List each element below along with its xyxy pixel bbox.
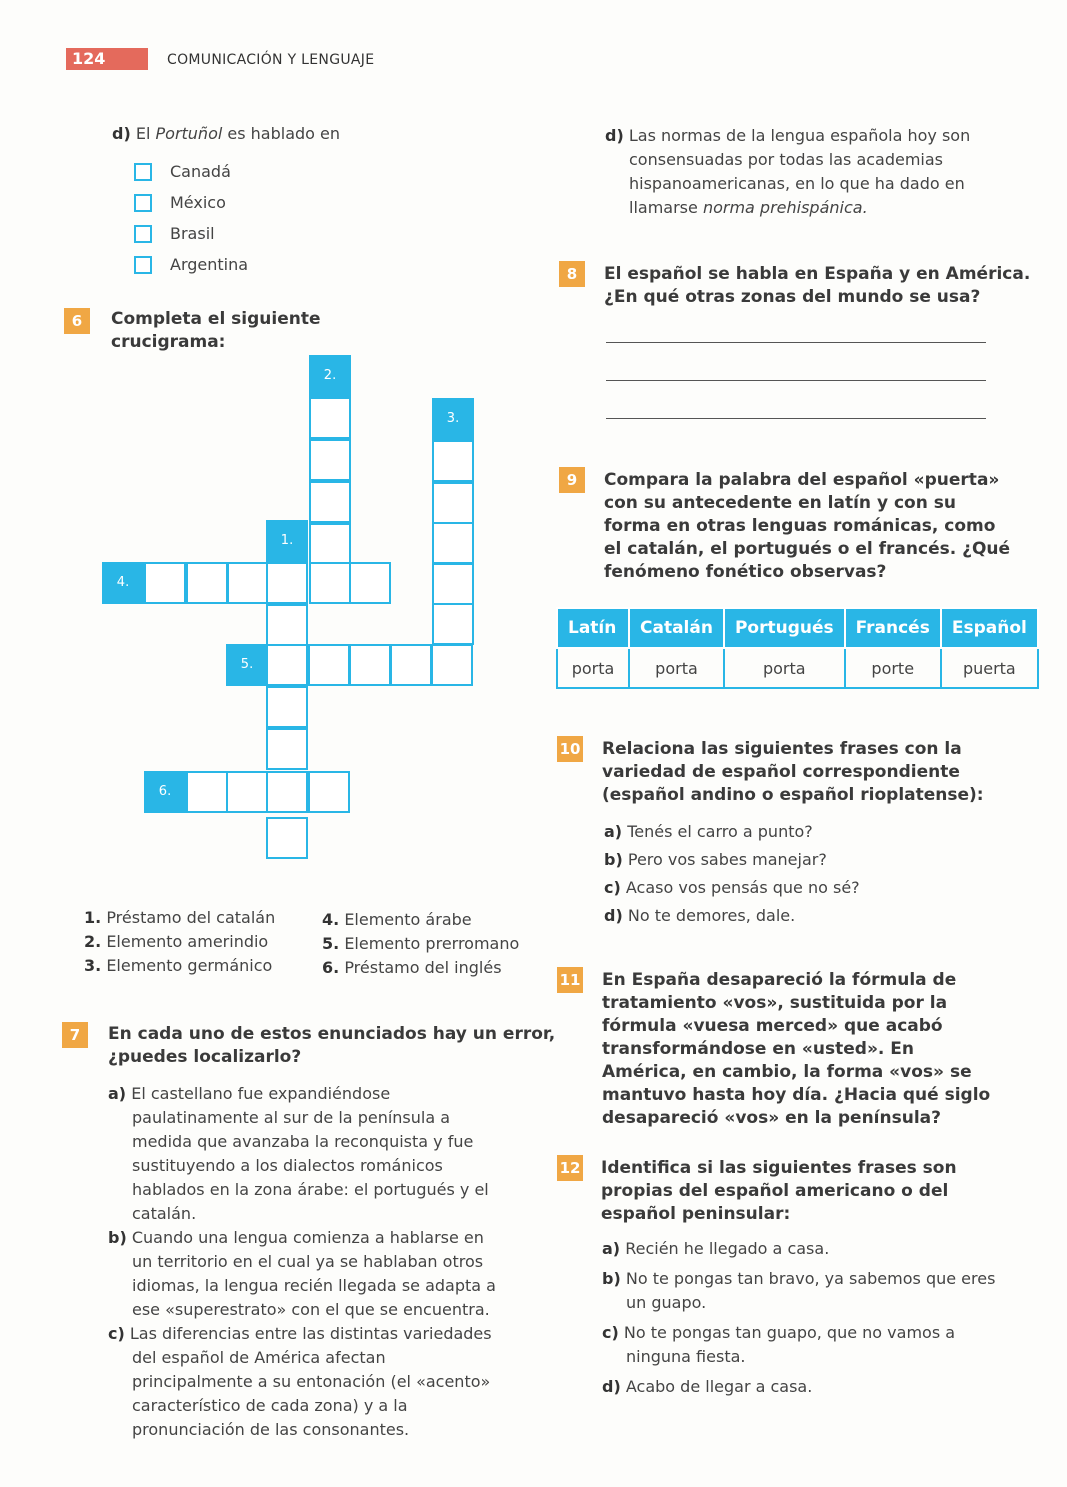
clue-number: 1. (84, 908, 102, 927)
table-header: Francés (845, 608, 941, 648)
q5d-statement (112, 122, 340, 146)
option-row[interactable] (134, 156, 248, 187)
question-number: 11 (557, 967, 583, 993)
q9-title: Compara la palabra del español «puerta» con su antecedente en latín y con su forma en otras lenguas románicas, como el catalán, el portugués o el francés. ¿Qué fenómeno fonético observas? (604, 470, 1011, 582)
title-line: ¿puedes localizarlo? (108, 1047, 302, 1067)
crossword-cell[interactable] (227, 562, 269, 604)
title-line: El español se habla en España y en América. (604, 264, 1031, 284)
crossword-cell[interactable] (309, 439, 351, 481)
item-label: c) (108, 1324, 125, 1343)
item-label: c) (604, 878, 621, 897)
table-header: Portugués (724, 608, 845, 648)
answer-line[interactable] (606, 380, 986, 381)
crossword-clue-number: 6. (144, 771, 186, 813)
item-label: b) (602, 1269, 621, 1288)
crossword-cell[interactable] (431, 644, 473, 686)
clue-text: Elemento germánico (106, 956, 273, 975)
crossword-cell[interactable] (226, 771, 268, 813)
checkbox[interactable] (134, 163, 152, 181)
q10-items (604, 818, 860, 930)
title-line: Completa el siguiente (111, 309, 321, 329)
q7-items (108, 1082, 506, 1442)
question-number: 12 (557, 1155, 583, 1181)
clue-text: Elemento amerindio (106, 932, 269, 951)
item-text: Pero vos sabes manejar? (627, 850, 827, 869)
clue-number: 3. (84, 956, 102, 975)
option-label: Argentina (170, 254, 249, 274)
table-header: Español (941, 608, 1038, 648)
q5d-prefix: El (135, 124, 156, 143)
q7d-statement (605, 124, 1029, 220)
section-title: COMUNICACIÓN Y LENGUAJE (167, 52, 375, 68)
clue-text: Préstamo del inglés (344, 958, 502, 977)
list-item (602, 1321, 998, 1369)
language-table (556, 607, 1039, 689)
crossword-cell[interactable] (308, 771, 350, 813)
list-item (602, 1375, 998, 1399)
crossword-cell[interactable] (390, 644, 432, 686)
title-line: ¿En qué otras zonas del mundo se usa? (604, 287, 981, 307)
item-text: Las normas de la lengua españolа hoy son consensuadas por todas las academias hispanoamericanas, en lo que ha dado en llamarse (628, 126, 971, 217)
item-text: No te demores, dale. (627, 906, 796, 925)
q5d-suffix: es hablado en (222, 124, 341, 143)
clue-number: 4. (322, 910, 340, 929)
crossword-cell[interactable] (266, 728, 308, 770)
clue-item (322, 908, 532, 932)
clue-number: 2. (84, 932, 102, 951)
clue-list (322, 908, 532, 980)
crossword-cell[interactable] (186, 562, 228, 604)
item-text: Acabo de llegar a casa. (625, 1377, 813, 1396)
crossword-cell[interactable] (309, 397, 351, 439)
crossword-cell[interactable] (266, 604, 308, 646)
table-cell: porta (629, 648, 724, 688)
table-row (557, 648, 1038, 688)
item-label: b) (108, 1228, 127, 1247)
question-number: 6 (64, 308, 90, 334)
clue-item (322, 956, 532, 980)
q12-title: Identifica si las siguientes frases son propias del español americano o del español peninsular: (601, 1158, 957, 1224)
list-item (604, 874, 860, 902)
item-label: b) (604, 850, 623, 869)
list-item (108, 1082, 506, 1226)
item-text: El castellano fue expandiéndose paulatinamente al sur de la península a medida que avanzaba la reconquista y fue sustituyendo a los dialectos románicos hablados en la zona árabe: el portugués y el catalán. (131, 1084, 489, 1223)
checkbox[interactable] (134, 256, 152, 274)
title-line: crucigrama: (111, 332, 226, 352)
item-label: d) (604, 906, 623, 925)
crossword-cell[interactable] (309, 523, 351, 565)
checkbox[interactable] (134, 225, 152, 243)
item-text: No te pongas tan guapo, que no vamos a ninguna fiesta. (623, 1323, 956, 1366)
item-label: a) (604, 822, 623, 841)
crossword-cell[interactable] (432, 603, 474, 645)
item-text: Las diferencias entre las distintas variedades del español de América afectan principalmente a su entonación (el «acento» característico de cada zona) y a la pronunciación de las consonantes. (129, 1324, 492, 1439)
item-label: d) (605, 126, 624, 145)
table-cell: porta (557, 648, 629, 688)
clue-text: Elemento árabe (344, 910, 472, 929)
crossword-cell[interactable] (309, 481, 351, 523)
question-number: 9 (559, 467, 585, 493)
item-text: Acaso vos pensás que no sé? (625, 878, 860, 897)
crossword-cell[interactable] (266, 686, 308, 728)
crossword-cell[interactable] (186, 771, 228, 813)
q5d-options (134, 156, 248, 280)
q11-title: En España desapareció la fórmula de tratamiento «vos», sustituida por la fórmula «vuesa merced» que acabó transformándose en «usted». En América, en cambio, la forma «vos» se mantuvo hasta hoy día. ¿Hacia qué siglo desapareció «vos» en la península? (602, 970, 991, 1128)
question-number: 10 (557, 736, 583, 762)
page-number: 124 (66, 48, 148, 70)
clue-number: 6. (322, 958, 340, 977)
crossword-cell[interactable] (309, 562, 351, 604)
table-header-row (557, 608, 1038, 648)
item-italic: norma prehispánica. (702, 198, 868, 217)
clue-item (84, 906, 304, 930)
clue-list (84, 906, 304, 978)
clue-item (322, 932, 532, 956)
item-text: Tenés el carro a punto? (627, 822, 813, 841)
q12-items (602, 1237, 998, 1399)
crossword-cell[interactable] (266, 562, 308, 604)
table-cell: porte (845, 648, 941, 688)
crossword-cell[interactable] (266, 771, 308, 813)
item-text: No te pongas tan bravo, ya sabemos que eres un guapo. (625, 1269, 996, 1312)
crossword-clue-number: 2. (309, 355, 351, 397)
crossword-cell[interactable] (144, 562, 186, 604)
crossword-cell[interactable] (349, 644, 391, 686)
crossword-cell[interactable] (308, 644, 350, 686)
crossword-clue-number: 3. (432, 398, 474, 440)
q10-title: Relaciona las siguientes frases con la variedad de español correspondiente (español andino o español rioplatense): (602, 739, 984, 805)
clue-text: Elemento prerromano (344, 934, 520, 953)
question-number: 7 (62, 1022, 88, 1048)
list-item (604, 846, 860, 874)
checkbox[interactable] (134, 194, 152, 212)
q8-title (604, 263, 1030, 309)
crossword-cell[interactable] (266, 644, 308, 686)
table-cell: porta (724, 648, 845, 688)
crossword-cell[interactable] (432, 440, 474, 482)
option-label: México (170, 192, 226, 212)
item-text: Recién he llegado a casa. (625, 1239, 830, 1258)
answer-line[interactable] (606, 418, 986, 419)
clue-item (84, 930, 304, 954)
list-item (602, 1237, 998, 1261)
crossword-cell[interactable] (266, 817, 308, 859)
list-item (602, 1267, 998, 1315)
item-label: c) (602, 1323, 619, 1342)
q7-title (108, 1023, 555, 1069)
table-header: Catalán (629, 608, 724, 648)
clue-number: 5. (322, 934, 340, 953)
option-label: Canadá (170, 161, 231, 181)
option-label: Brasil (170, 223, 215, 243)
item-label: a) (602, 1239, 621, 1258)
title-line: En cada uno de estos enunciados hay un error, (108, 1024, 556, 1044)
option-row[interactable] (134, 249, 248, 280)
option-row[interactable] (134, 187, 248, 218)
list-item (108, 1322, 506, 1442)
item-label: d) (112, 124, 131, 143)
clue-item (84, 954, 304, 978)
list-item (604, 818, 860, 846)
item-label: a) (108, 1084, 127, 1103)
option-row[interactable] (134, 218, 248, 249)
list-item (604, 902, 860, 930)
clue-text: Préstamo del catalán (106, 908, 276, 927)
crossword-cell[interactable] (349, 562, 391, 604)
question-number: 8 (559, 261, 585, 287)
table-header: Latín (557, 608, 629, 648)
crossword-cell[interactable] (432, 522, 474, 564)
crossword-clue-number: 4. (102, 562, 144, 604)
crossword-cell[interactable] (432, 482, 474, 524)
crossword-clue-number: 1. (266, 520, 308, 562)
table-cell: puerta (941, 648, 1038, 688)
answer-line[interactable] (606, 342, 986, 343)
list-item (108, 1226, 506, 1322)
crossword-clue-number: 5. (226, 644, 268, 686)
item-label: d) (602, 1377, 621, 1396)
item-text: Cuando una lengua comienza a hablarse en un territorio en el cual ya se hablaban otros idiomas, la lengua recién llegada se adapta a ese «superestrato» con el que se encuentra. (131, 1228, 496, 1319)
q5d-italic: Portuñol (155, 124, 223, 143)
q6-title (111, 308, 321, 354)
crossword-cell[interactable] (432, 563, 474, 605)
